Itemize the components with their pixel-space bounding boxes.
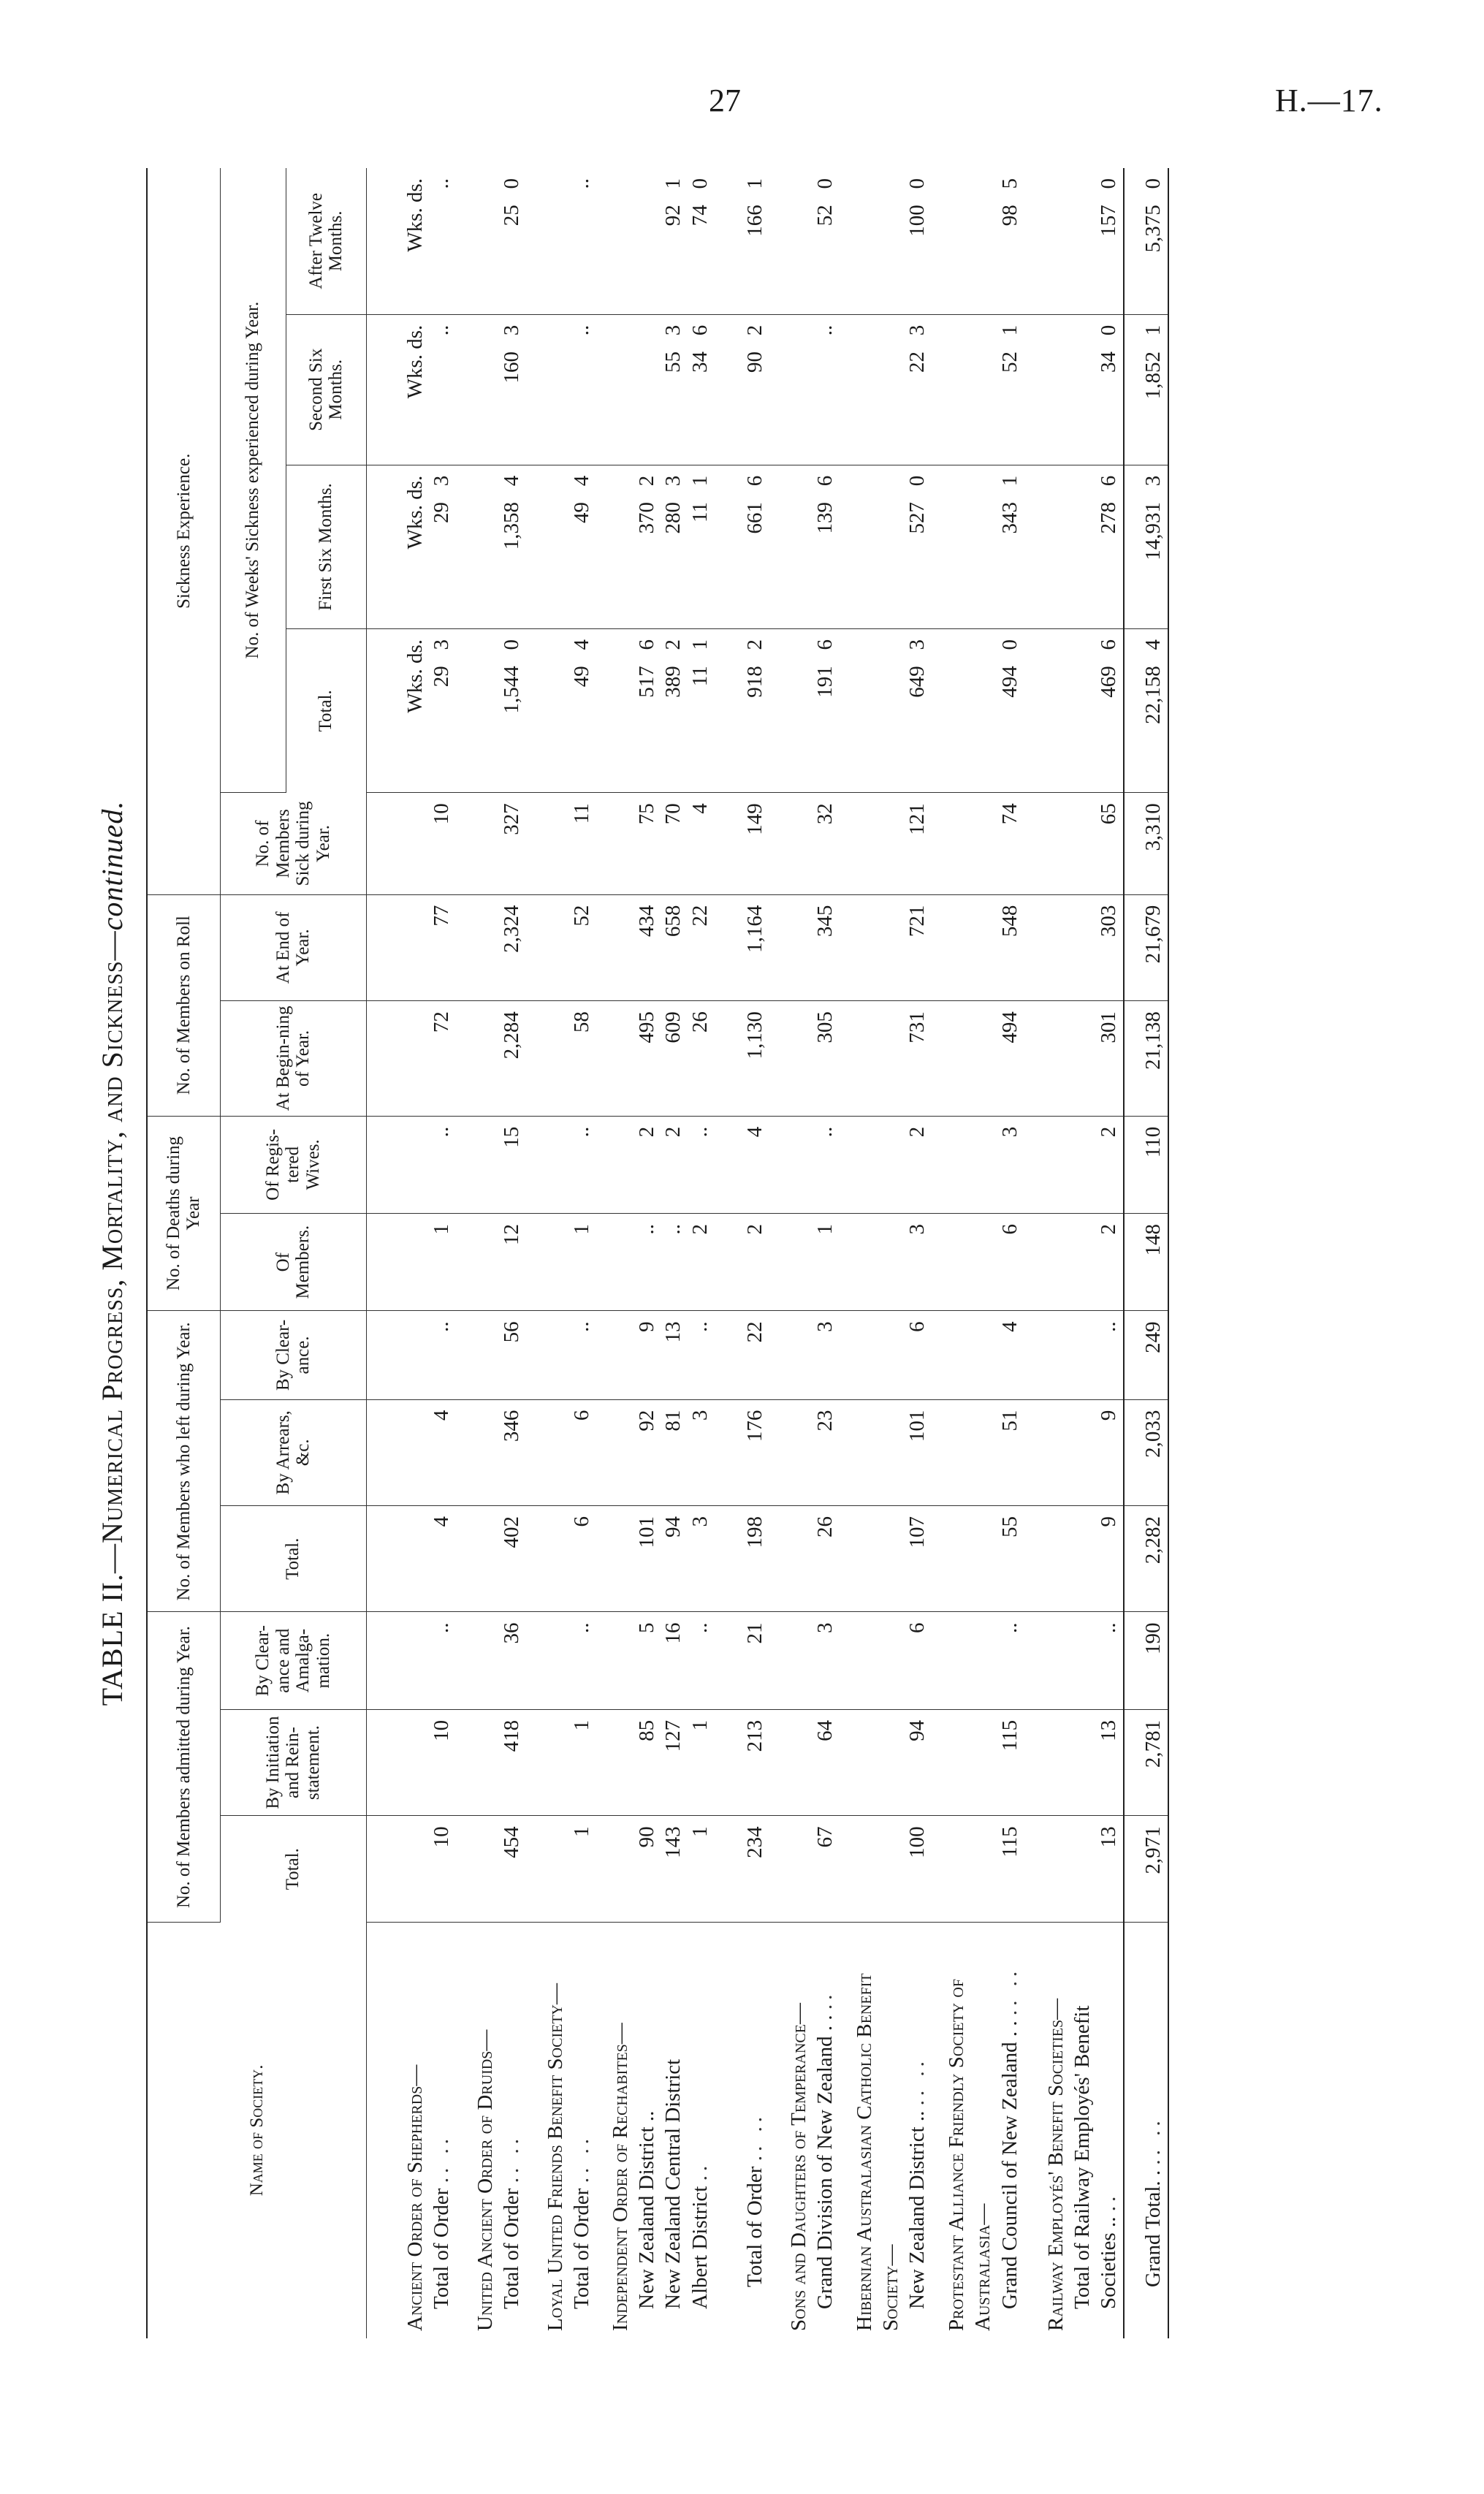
society-name-cell	[715, 1922, 770, 2338]
deaths-wives: ..	[770, 1116, 840, 1213]
weeks-after: 100 0	[840, 168, 932, 314]
left-clearance: 9 13 ..	[596, 1311, 715, 1399]
units-label: Wks. ds.	[403, 178, 427, 252]
table-row	[932, 168, 1024, 2338]
left-arrears: 2,033	[1124, 1399, 1168, 1505]
society-name-cell	[840, 1922, 932, 2338]
weeks-second: 22 3	[840, 314, 932, 465]
deaths-wives: 2	[840, 1116, 932, 1213]
admitted-clearance: ..	[1024, 1612, 1124, 1709]
header-deaths: No. of Deaths during Year	[147, 1116, 220, 1311]
page-number: 27	[709, 83, 741, 118]
table-row	[1024, 168, 1124, 2338]
society-subname: Total of Order	[743, 2166, 767, 2287]
header-sick-members: No. of Members Sick during Year.	[220, 793, 366, 894]
left-total: 2,282	[1124, 1506, 1168, 1612]
weeks-first: 370 2 280 3 11 1	[596, 465, 715, 628]
header-admitted-initiation: By Initiation and Rein-statement.	[220, 1709, 366, 1815]
roll-begin: 301	[1024, 1001, 1124, 1117]
weeks-after: 5,375 0	[1124, 168, 1168, 314]
roll-begin: 72	[366, 1001, 456, 1117]
weeks-first: 1,358 4	[456, 465, 526, 628]
leader-dots: .. ..	[429, 2134, 453, 2183]
admitted-clearance: ..	[526, 1612, 596, 1709]
admitted-initiation: 13	[1024, 1709, 1124, 1815]
weeks-first: 527 0	[840, 465, 932, 628]
leader-dots: .. ..	[569, 2134, 593, 2183]
table-title	[95, 168, 129, 2338]
left-total: 198	[715, 1506, 770, 1612]
weeks-after: 157 0	[1024, 168, 1124, 314]
members-sick: 32	[770, 793, 840, 894]
weeks-after: 166 1	[715, 168, 770, 314]
table-title-continued: continued.	[96, 800, 129, 931]
admitted-clearance: 21	[715, 1612, 770, 1709]
left-clearance: ..	[526, 1311, 596, 1399]
leader-dots: .. ..	[743, 2113, 767, 2162]
admitted-initiation: 64	[770, 1709, 840, 1815]
weeks-first: 139 6	[770, 465, 840, 628]
admitted-total: 67	[770, 1816, 840, 1922]
admitted-total: 115	[932, 1816, 1024, 1922]
society-name: Ancient Order of Shepherds—	[403, 2064, 427, 2331]
members-sick: 11	[526, 793, 596, 894]
society-name-cell	[526, 1922, 596, 2338]
society-subname: Total of Order	[569, 2188, 593, 2309]
deaths-members: 1	[526, 1214, 596, 1311]
paper-reference: H.—17.	[1275, 83, 1383, 118]
header-weeks-after: After Twelve Months.	[286, 168, 366, 314]
deaths-wives: 2 2 ..	[596, 1116, 715, 1213]
deaths-wives: 110	[1124, 1116, 1168, 1213]
table-row	[770, 168, 840, 2338]
table-row	[596, 168, 715, 2338]
table-title-main: TABLE II.—Numerical Progress, Mortality, and Sickness—	[96, 930, 129, 1706]
roll-end: 21,679	[1124, 894, 1168, 1000]
roll-end: 303	[1024, 894, 1124, 1000]
table-row	[366, 168, 456, 2338]
members-sick: 3,310	[1124, 793, 1168, 894]
header-admitted: No. of Members admitted during Year.	[147, 1612, 220, 1922]
left-clearance: 249	[1124, 1311, 1168, 1399]
admitted-clearance: ..	[366, 1612, 456, 1709]
admitted-clearance: 5 16 ..	[596, 1612, 715, 1709]
weeks-second: 34 0	[1024, 314, 1124, 465]
header-left-total: Total.	[220, 1506, 366, 1612]
header-admitted-total: Total.	[220, 1816, 366, 1922]
roll-begin: 21,138	[1124, 1001, 1168, 1117]
admitted-initiation: 2,781	[1124, 1709, 1168, 1815]
header-deaths-members: Of Members.	[220, 1214, 366, 1311]
left-clearance: 3	[770, 1311, 840, 1399]
weeks-first-cell	[366, 465, 456, 628]
table-row	[526, 168, 596, 2338]
admitted-initiation: 85 127 1	[596, 1709, 715, 1815]
district-name: Albert District	[688, 2186, 712, 2309]
roll-end: 2,324	[456, 894, 526, 1000]
society-name: Loyal United Friends Benefit Society—	[543, 1983, 567, 2331]
weeks-second: 90 2	[715, 314, 770, 465]
roll-end: 548	[932, 894, 1024, 1000]
weeks-after: ..	[429, 178, 453, 189]
table-row	[456, 168, 526, 2338]
deaths-wives: 2	[1024, 1116, 1124, 1213]
units-label: Wks. ds.	[403, 639, 427, 713]
leader-dots: .. ..	[997, 1966, 1021, 2016]
deaths-members: 3	[840, 1214, 932, 1311]
weeks-total: 649 3	[840, 629, 932, 793]
weeks-first: 278 6	[1024, 465, 1124, 628]
roll-end: 345	[770, 894, 840, 1000]
weeks-after: 52 0	[770, 168, 840, 314]
sickness-table	[146, 168, 1169, 2338]
deaths-members: 148	[1124, 1214, 1168, 1311]
left-arrears: 101	[840, 1399, 932, 1505]
left-arrears: 4	[366, 1399, 456, 1505]
left-total: 55	[932, 1506, 1024, 1612]
weeks-first: 661 6	[715, 465, 770, 628]
weeks-after: 98 5	[932, 168, 1024, 314]
members-sick: 149	[715, 793, 770, 894]
left-total: 4	[366, 1506, 456, 1612]
admitted-initiation: 115	[932, 1709, 1024, 1815]
roll-begin: 2,284	[456, 1001, 526, 1117]
district-name: New Zealand Central District	[661, 2058, 685, 2309]
roll-end: 77	[366, 894, 456, 1000]
society-name-cell	[1024, 1922, 1124, 2338]
roll-begin: 1,130	[715, 1001, 770, 1117]
society-name: Railway Employés' Benefit Societies—	[1043, 1998, 1068, 2331]
deaths-members: 6	[932, 1214, 1024, 1311]
admitted-initiation: 213	[715, 1709, 770, 1815]
left-total: 107	[840, 1506, 932, 1612]
deaths-wives: ..	[366, 1116, 456, 1213]
admitted-total: 2,971	[1124, 1816, 1168, 1922]
header-roll-end: At End of Year.	[220, 894, 366, 1000]
admitted-total: 13	[1024, 1816, 1124, 1922]
weeks-after: 25 0	[456, 168, 526, 314]
roll-begin: 495 609 26	[596, 1001, 715, 1117]
left-total: 101 94 3	[596, 1506, 715, 1612]
weeks-second-cell	[366, 314, 456, 465]
left-clearance: ..	[1024, 1311, 1124, 1399]
left-clearance: 4	[932, 1311, 1024, 1399]
left-arrears: 51	[932, 1399, 1024, 1505]
weeks-total: 49 4	[526, 629, 596, 793]
admitted-clearance: 36	[456, 1612, 526, 1709]
society-subname: Grand Division of New Zealand . .	[813, 2015, 837, 2309]
left-total: 9	[1024, 1506, 1124, 1612]
admitted-total: 1	[526, 1816, 596, 1922]
society-name: Sons and Daughters of Temperance—	[786, 2003, 810, 2331]
weeks-first: 49 4	[526, 465, 596, 628]
leader-dots: ..	[688, 2161, 712, 2181]
roll-begin: 305	[770, 1001, 840, 1117]
members-sick: 121	[840, 793, 932, 894]
rotated-table-container	[96, 168, 1169, 2338]
weeks-second: 52 1	[932, 314, 1024, 465]
admitted-total: 100	[840, 1816, 932, 1922]
society-name: Protestant Alliance Friendly Society of Australasia—	[945, 1979, 995, 2331]
roll-begin: 731	[840, 1001, 932, 1117]
admitted-total: 10	[366, 1816, 456, 1922]
header-left: No. of Members who left during Year.	[147, 1311, 220, 1612]
deaths-members: 2	[715, 1214, 770, 1311]
deaths-wives: 4	[715, 1116, 770, 1213]
weeks-second: ..	[526, 314, 596, 465]
header-weeks-first: First Six Months.	[286, 465, 366, 628]
society-subname: Total of Order	[499, 2188, 523, 2309]
left-clearance: 6	[840, 1311, 932, 1399]
roll-begin: 494	[932, 1001, 1024, 1117]
weeks-total: 29 3	[429, 639, 453, 688]
admitted-total: 90 143 1	[596, 1816, 715, 1922]
header-admitted-clearance: By Clear-ance and Amalga-mation.	[220, 1612, 366, 1709]
units-label: Wks. ds.	[403, 324, 427, 399]
admitted-initiation: 1	[526, 1709, 596, 1815]
society-name-cell	[366, 1922, 456, 2338]
header-society-name: Name of Society.	[147, 1922, 366, 2338]
society-subname: New Zealand District ..	[905, 2110, 929, 2309]
deaths-members: 1	[366, 1214, 456, 1311]
left-total: 6	[526, 1506, 596, 1612]
left-clearance: 22	[715, 1311, 770, 1399]
admitted-clearance: 6	[840, 1612, 932, 1709]
header-weeks-second: Second Six Months.	[286, 314, 366, 465]
weeks-second: 1,852 1	[1124, 314, 1168, 465]
header-roll-begin: At Begin-ning of Year.	[220, 1001, 366, 1117]
weeks-second: 160 3	[456, 314, 526, 465]
society-name-cell	[456, 1922, 526, 2338]
deaths-members: 1	[770, 1214, 840, 1311]
society-name: Independent Order of Rechabites—	[608, 2023, 632, 2331]
roll-begin: 58	[526, 1001, 596, 1117]
weeks-first: 29 3	[429, 475, 453, 524]
left-arrears: 92 81 3	[596, 1399, 715, 1505]
weeks-first: 343 1	[932, 465, 1024, 628]
left-arrears: 23	[770, 1399, 840, 1505]
weeks-second: ..	[429, 324, 453, 336]
society-subname: Total of Order	[429, 2188, 453, 2309]
header-left-clearance: By Clear-ance.	[220, 1311, 366, 1399]
weeks-after: ..	[526, 168, 596, 314]
grand-total-row	[1124, 168, 1168, 2338]
admitted-clearance: ..	[932, 1612, 1024, 1709]
leader-dots: ..	[1097, 2191, 1121, 2212]
weeks-second: ..	[770, 314, 840, 465]
leader-dots: .. ..	[499, 2134, 523, 2183]
units-label: Wks. ds.	[403, 475, 427, 550]
leader-dots: ..	[813, 1990, 837, 2010]
grand-total-label: Grand Total. .	[1141, 2170, 1165, 2287]
weeks-total: 494 0	[932, 629, 1024, 793]
weeks-total: 22,158 4	[1124, 629, 1168, 793]
table-row	[840, 168, 932, 2338]
society-subname: Grand Council of New Zealand . .	[997, 2020, 1021, 2309]
members-sick: 75 70 4	[596, 793, 715, 894]
header-weeks-total: Total.	[286, 629, 366, 793]
left-arrears: 346	[456, 1399, 526, 1505]
district-name: New Zealand District ..	[635, 2110, 658, 2309]
admitted-total: 234	[715, 1816, 770, 1922]
weeks-total: 1,544 0	[456, 629, 526, 793]
weeks-total: 517 6 389 2 11 1	[596, 629, 715, 793]
weeks-after-cell	[366, 168, 456, 314]
deaths-wives: 15	[456, 1116, 526, 1213]
weeks-total: 191 6	[770, 629, 840, 793]
weeks-total-cell	[366, 629, 456, 793]
society-name-cell	[932, 1922, 1024, 2338]
roll-end: 52	[526, 894, 596, 1000]
society-subname: Total of Railway Employés' Benefit Societies ..	[1070, 2005, 1121, 2309]
admitted-initiation: 418	[456, 1709, 526, 1815]
roll-end: 434 658 22	[596, 894, 715, 1000]
society-name: United Ancient Order of Druids—	[473, 2029, 497, 2331]
left-total: 26	[770, 1506, 840, 1612]
admitted-clearance: 3	[770, 1612, 840, 1709]
header-weeks-sickness: No. of Weeks' Sickness experienced during Year.	[220, 168, 286, 793]
admitted-clearance: 190	[1124, 1612, 1168, 1709]
header-sickness-experience: Sickness Experience.	[147, 168, 220, 894]
members-sick: 65	[1024, 793, 1124, 894]
left-arrears: 176	[715, 1399, 770, 1505]
deaths-wives: ..	[526, 1116, 596, 1213]
left-clearance: ..	[366, 1311, 456, 1399]
header-roll: No. of Members on Roll	[147, 894, 220, 1116]
deaths-wives: 3	[932, 1116, 1024, 1213]
weeks-total: 469 6	[1024, 629, 1124, 793]
deaths-members: 2	[1024, 1214, 1124, 1311]
header-left-arrears: By Arrears, &c.	[220, 1399, 366, 1505]
deaths-members: 12	[456, 1214, 526, 1311]
left-total: 402	[456, 1506, 526, 1612]
left-arrears: 6	[526, 1399, 596, 1505]
society-name-cell	[1124, 1922, 1168, 2338]
weeks-total: 918 2	[715, 629, 770, 793]
weeks-first: 14,931 3	[1124, 465, 1168, 628]
members-sick: 10	[366, 793, 456, 894]
weeks-second: 55 3 34 6	[596, 314, 715, 465]
left-arrears: 9	[1024, 1399, 1124, 1505]
table-row	[715, 168, 770, 2338]
society-name: Hibernian Australasian Catholic Benefit Society—	[852, 1973, 903, 2331]
deaths-members: .. .. 2	[596, 1214, 715, 1311]
leader-dots: .. ..	[1141, 2116, 1165, 2165]
admitted-total: 454	[456, 1816, 526, 1922]
members-sick: 327	[456, 793, 526, 894]
admitted-initiation: 10	[366, 1709, 456, 1815]
weeks-after: 92 1 74 0	[596, 168, 715, 314]
admitted-initiation: 94	[840, 1709, 932, 1815]
leader-dots: .. ..	[905, 2057, 929, 2106]
roll-end: 1,164	[715, 894, 770, 1000]
roll-end: 721	[840, 894, 932, 1000]
society-name-cell	[770, 1922, 840, 2338]
header-deaths-wives: Of Regis-tered Wives.	[220, 1116, 366, 1213]
left-clearance: 56	[456, 1311, 526, 1399]
members-sick: 74	[932, 793, 1024, 894]
society-name-cell	[596, 1922, 715, 2338]
